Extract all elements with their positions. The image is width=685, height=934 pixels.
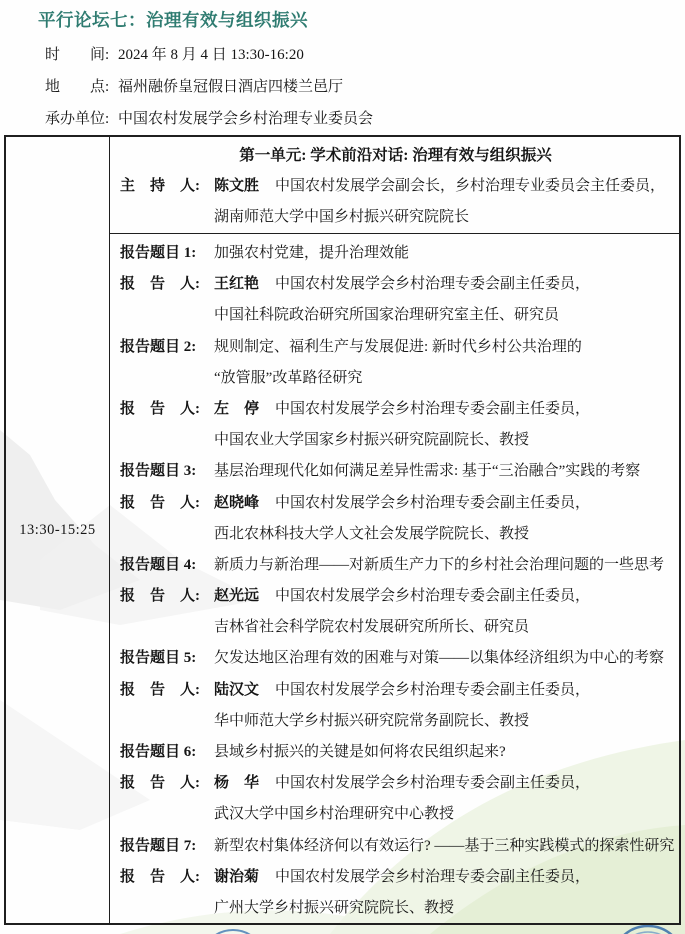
report-speaker-affiliation-2: 中国社科院政治研究所国家治理研究室主任、研究员 xyxy=(214,307,560,324)
report-title-line-2: “放管服”改革路径研究 xyxy=(214,369,363,386)
report-speaker-affiliation-1: 中国农村发展学会乡村治理专委会副主任委员， xyxy=(275,868,591,885)
report-speaker-affiliation-1: 中国农村发展学会乡村治理专委会副主任委员， xyxy=(275,681,591,698)
time-slot-cell xyxy=(6,137,110,923)
time-slot: 13:30-15:25 xyxy=(19,521,96,538)
meta-venue-value: 福州融侨皇冠假日酒店四楼兰邑厅 xyxy=(118,79,344,95)
report-title: 新质力与新治理——对新质生产力下的乡村社会治理问题的一些思考 xyxy=(214,556,665,573)
report-speaker-affiliation-2: 西北农林科技大学人文社会发展学院院长、教授 xyxy=(214,525,530,542)
report-speaker-line xyxy=(120,581,673,612)
report-title-line xyxy=(120,456,673,487)
moderator-affiliation-1: 中国农村发展学会副会长，乡村治理专业委员会主任委员， xyxy=(275,178,666,194)
report-title-line xyxy=(120,332,673,363)
report-title: 规则制定、福利生产与发展促进: 新时代乡村公共治理的 xyxy=(214,338,582,355)
report-title-label: 报告题目 2: xyxy=(120,338,197,355)
report-title-line xyxy=(120,643,673,674)
report-speaker-label: 报 告 人: xyxy=(120,588,200,605)
report-speaker-line xyxy=(120,768,673,799)
moderator-name: 陈文胜 xyxy=(214,178,260,194)
report-speaker-name: 谢治菊 xyxy=(214,868,260,885)
report-title-line xyxy=(120,238,673,269)
report-title: 基层治理现代化如何满足差异性需求: 基于“三治融合”实践的考察 xyxy=(214,463,641,480)
report-title-label: 报告题目 7: xyxy=(120,837,197,854)
report-speaker-name: 陆汉文 xyxy=(214,681,260,698)
report-speaker-affiliation-1: 中国农村发展学会乡村治理专委会副主任委员， xyxy=(275,276,591,293)
report-speaker-line xyxy=(120,269,673,300)
moderator-label: 主 持 人: xyxy=(120,178,200,194)
report-speaker-label: 报 告 人: xyxy=(120,276,200,293)
report-speaker-affiliation-2: 武汉大学中国乡村治理研究中心教授 xyxy=(214,806,455,823)
report-speaker-line xyxy=(120,862,673,893)
report-title-label: 报告题目 1: xyxy=(120,245,197,261)
report-speaker-affiliation-1: 中国农村发展学会乡村治理专委会副主任委员， xyxy=(275,588,591,605)
meta-time-label: 时 间: xyxy=(45,47,110,63)
report-speaker-label: 报 告 人: xyxy=(120,400,200,417)
reports-cell xyxy=(110,234,679,924)
report-speaker-name: 杨 华 xyxy=(214,775,260,792)
report-speaker-label: 报 告 人: xyxy=(120,681,200,698)
report-title: 新型农村集体经济何以有效运行? ——基于三种实践模式的探索性研究 xyxy=(214,837,675,854)
report-title-label: 报告题目 6: xyxy=(120,744,197,760)
report-speaker-affiliation-1: 中国农村发展学会乡村治理专委会副主任委员， xyxy=(275,400,591,417)
page-title: 平行论坛七：治理有效与组织振兴 xyxy=(38,10,308,30)
report-speaker-affiliation-2: 广州大学乡村振兴研究院院长、教授 xyxy=(214,899,455,916)
meta-time-value: 2024 年 8 月 4 日 13:30-16:20 xyxy=(118,47,304,63)
report-speaker-affiliation-1: 中国农村发展学会乡村治理专委会副主任委员， xyxy=(275,494,591,511)
report-title: 加强农村党建，提升治理效能 xyxy=(214,245,410,261)
report-title-line xyxy=(120,831,673,862)
report-speaker-affiliation-2: 吉林省社会科学院农村发展研究所所长、研究员 xyxy=(214,619,530,636)
report-title-label: 报告题目 3: xyxy=(120,463,197,480)
report-title-line xyxy=(120,737,673,768)
report-title-line xyxy=(120,550,673,581)
report-title-label: 报告题目 4: xyxy=(120,556,197,573)
meta-venue-label: 地 点: xyxy=(45,79,110,95)
moderator-affiliation-2: 湖南师范大学中国乡村振兴研究院院长 xyxy=(214,209,470,225)
report-title: 县域乡村振兴的关键是如何将农民组织起来? xyxy=(214,744,506,760)
report-title-label: 报告题目 5: xyxy=(120,650,197,667)
report-title: 欠发达地区治理有效的困难与对策——以集体经济组织为中心的考察 xyxy=(214,650,665,667)
unit-header-cell xyxy=(110,137,679,234)
report-speaker-name: 左 停 xyxy=(214,400,260,417)
report-speaker-line xyxy=(120,394,673,425)
report-speaker-affiliation-2: 华中师范大学乡村振兴研究院常务副院长、教授 xyxy=(214,712,530,729)
report-speaker-label: 报 告 人: xyxy=(120,775,200,792)
schedule-main-column xyxy=(110,137,679,923)
report-speaker-label: 报 告 人: xyxy=(120,494,200,511)
meta-venue xyxy=(45,75,343,96)
meta-organizer-value: 中国农村发展学会乡村治理专业委员会 xyxy=(118,111,374,127)
meta-time xyxy=(45,43,304,64)
meta-organizer xyxy=(45,107,373,128)
report-speaker-name: 赵晓峰 xyxy=(214,494,260,511)
meta-organizer-label: 承办单位: xyxy=(45,111,110,127)
report-speaker-line xyxy=(120,488,673,519)
schedule-table xyxy=(4,135,681,925)
moderator-line xyxy=(120,171,671,202)
report-speaker-line xyxy=(120,675,673,706)
report-speaker-name: 赵光远 xyxy=(214,588,260,605)
report-speaker-affiliation-1: 中国农村发展学会乡村治理专委会副主任委员， xyxy=(275,775,591,792)
report-speaker-label: 报 告 人: xyxy=(120,868,200,885)
report-speaker-name: 王红艳 xyxy=(214,276,260,293)
unit-title: 第一单元: 学术前沿对话: 治理有效与组织振兴 xyxy=(239,147,552,164)
report-speaker-affiliation-2: 中国农业大学国家乡村振兴研究院副院长、教授 xyxy=(214,432,530,449)
